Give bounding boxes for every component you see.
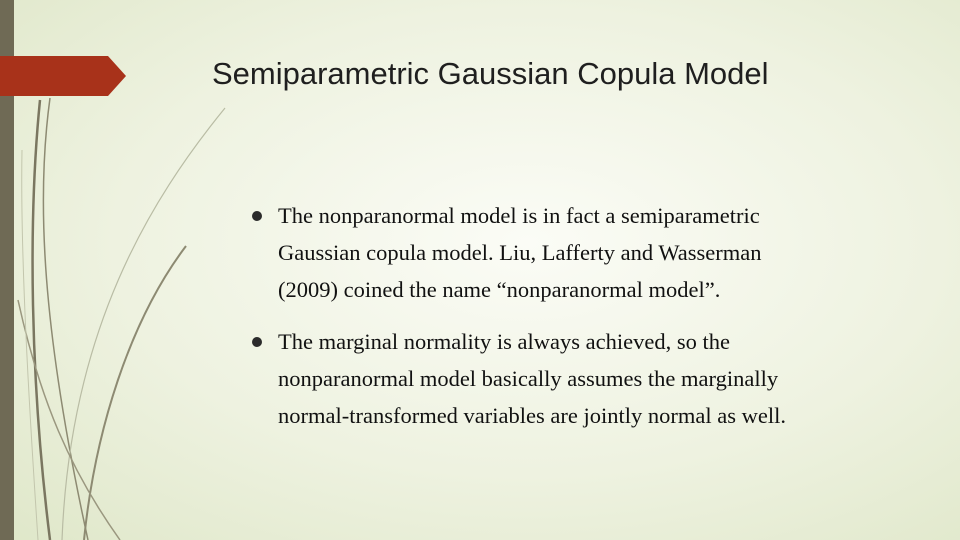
bullet-text-line: The marginal normality is always achieved, so the — [278, 329, 730, 354]
slide-title: Semiparametric Gaussian Copula Model — [212, 56, 769, 91]
bullet-text-line: normal-transformed variables are jointly normal as well. — [278, 403, 786, 428]
decor-curve-6 — [22, 150, 38, 540]
decor-curve-4 — [84, 246, 186, 540]
bullet-text-line: nonparanormal model basically assumes the marginally — [278, 366, 779, 391]
bullet-item — [246, 197, 886, 308]
decor-curve-2 — [43, 98, 88, 540]
bullet-text-line: (2009) coined the name “nonparanormal model”. — [278, 277, 721, 302]
accent-arrow — [0, 56, 126, 96]
bullet-text-line: The nonparanormal model is in fact a semiparametric — [278, 203, 760, 228]
decor-curve-5 — [18, 300, 120, 540]
bullet-list — [246, 197, 886, 449]
bullet-item — [246, 323, 886, 434]
left-side-bar — [0, 0, 14, 540]
bullet-text-line: Gaussian copula model. Liu, Lafferty and Wasserman — [278, 240, 762, 265]
bullet-dot-icon — [252, 337, 262, 347]
decor-curve-3 — [62, 108, 225, 540]
bullet-dot-icon — [252, 211, 262, 221]
decor-curve-1 — [33, 100, 50, 540]
